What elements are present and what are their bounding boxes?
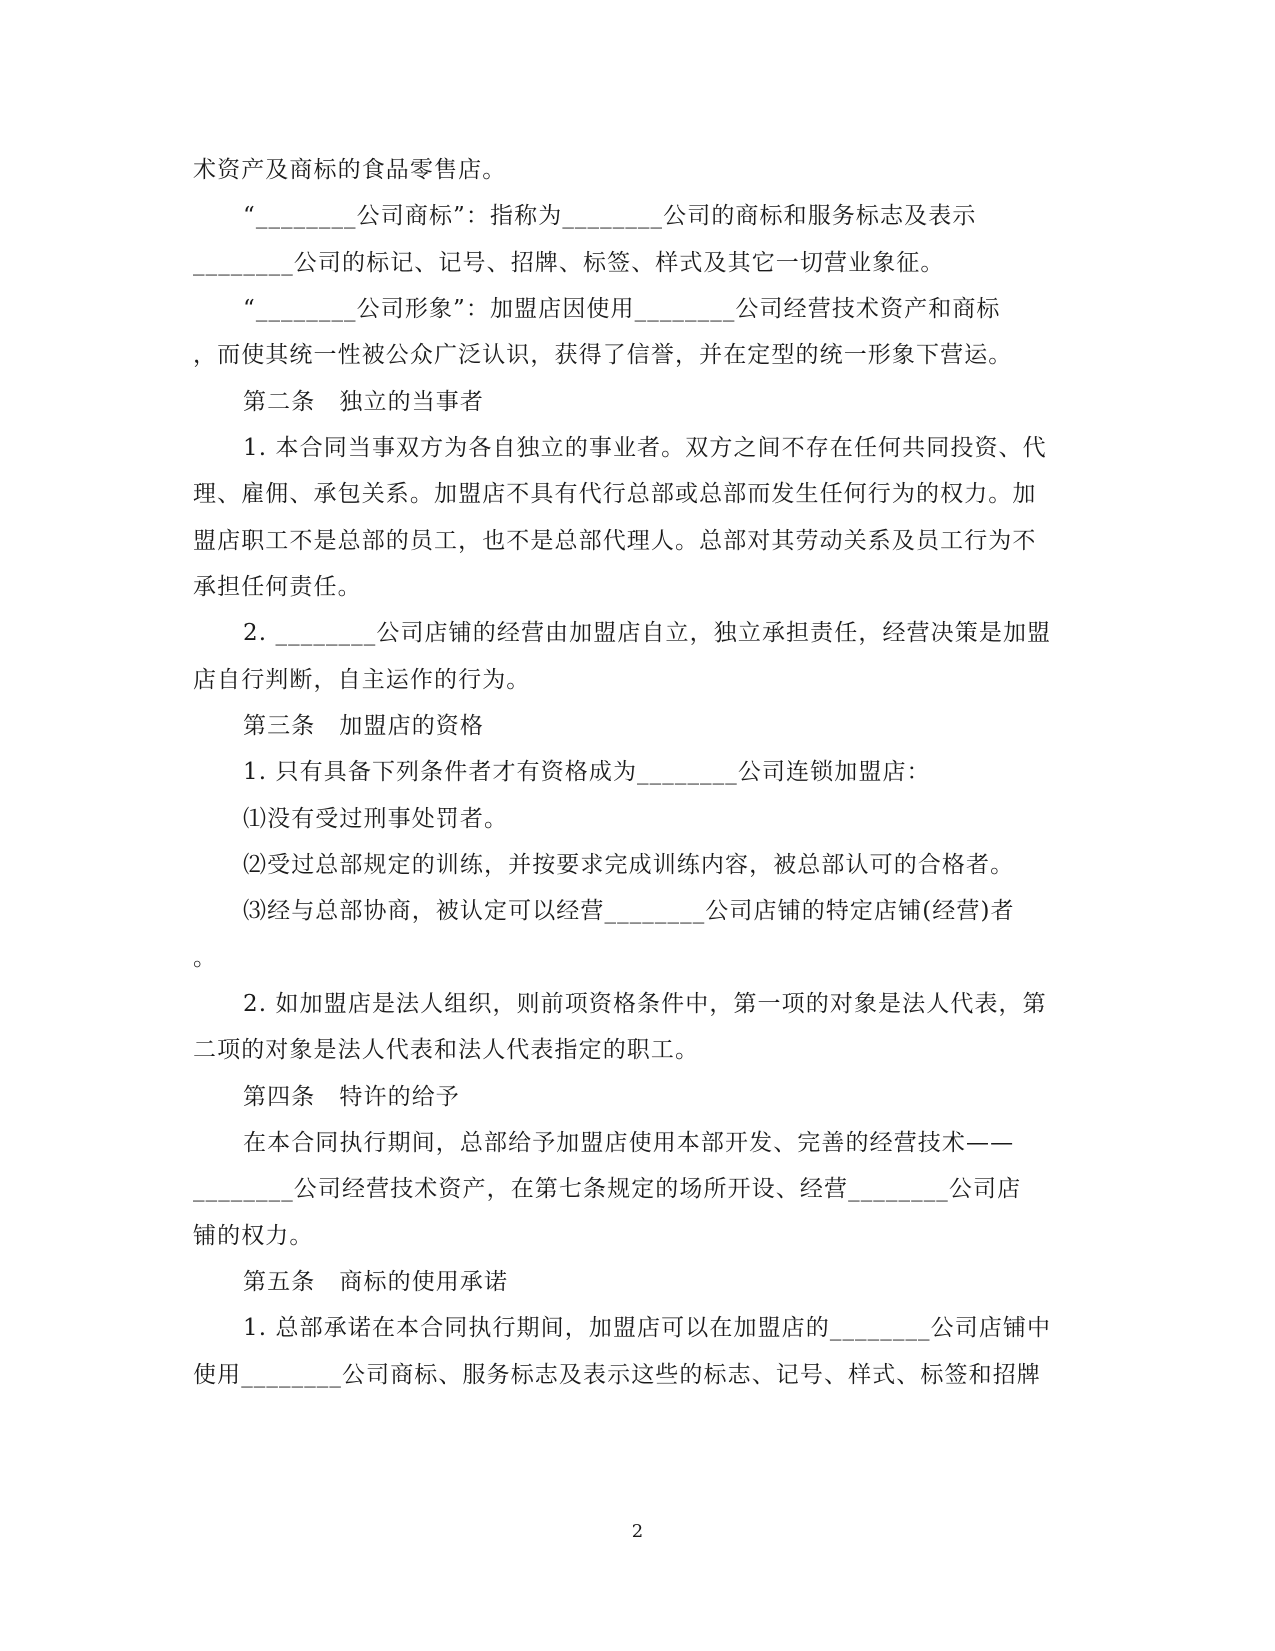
text-line: 理、雇佣、承包关系。加盟店不具有代行总部或总部而发生任何行为的权力。加 <box>193 481 1037 507</box>
text-line: 2. 如加盟店是法人组织，则前项资格条件中，第一项的对象是法人代表，第 <box>243 991 1047 1017</box>
section-heading: 第三条 加盟店的资格 <box>243 713 484 739</box>
text-line: ⑴没有受过刑事处罚者。 <box>243 806 509 832</box>
text-line: 承担任何责任。 <box>193 574 362 600</box>
text-line: 铺的权力。 <box>193 1223 314 1249</box>
text-line: 盟店职工不是总部的员工，也不是总部代理人。总部对其劳动关系及员工行为不 <box>193 528 1037 554</box>
text-line: “________公司商标”：指称为________公司的商标和服务标志及表示 <box>243 203 977 229</box>
text-line: 店自行判断，自主运作的行为。 <box>193 667 531 693</box>
text-line: ________公司经营技术资产，在第七条规定的场所开设、经营________公司店 <box>193 1176 1022 1202</box>
section-heading: 第五条 商标的使用承诺 <box>243 1269 509 1295</box>
section-heading: 第四条 特许的给予 <box>243 1084 460 1110</box>
text-line: 2. ________公司店铺的经营由加盟店自立，独立承担责任，经营决策是加盟 <box>243 620 1052 646</box>
text-line: 使用________公司商标、服务标志及表示这些的标志、记号、样式、标签和招牌 <box>193 1362 1041 1388</box>
text-line: 。 <box>193 945 218 971</box>
text-line: ________公司的标记、记号、招牌、标签、样式及其它一切营业象征。 <box>193 250 945 276</box>
text-line: ⑶经与总部协商，被认定可以经营________公司店铺的特定店铺(经营)者 <box>243 898 1015 924</box>
text-line: 术资产及商标的食品零售店。 <box>193 157 507 183</box>
text-line: ⑵受过总部规定的训练，并按要求完成训练内容，被总部认可的合格者。 <box>243 852 1015 878</box>
text-line: 1. 只有具备下列条件者才有资格成为________公司连锁加盟店： <box>243 759 931 785</box>
text-line: 二项的对象是法人代表和法人代表指定的职工。 <box>193 1037 700 1063</box>
text-line: “________公司形象”：加盟店因使用________公司经营技术资产和商标 <box>243 296 1001 322</box>
page-number: 2 <box>631 1521 644 1542</box>
text-line: 1. 总部承诺在本合同执行期间，加盟店可以在加盟店的________公司店铺中 <box>243 1315 1052 1341</box>
text-line: ，而使其统一性被公众广泛认识，获得了信誉，并在定型的统一形象下营运。 <box>193 342 1013 368</box>
text-line: 1. 本合同当事双方为各自独立的事业者。双方之间不存在任何共同投资、代 <box>243 435 1047 461</box>
section-heading: 第二条 独立的当事者 <box>243 389 484 415</box>
text-line: 在本合同执行期间，总部给予加盟店使用本部开发、完善的经营技术—— <box>243 1130 1015 1156</box>
